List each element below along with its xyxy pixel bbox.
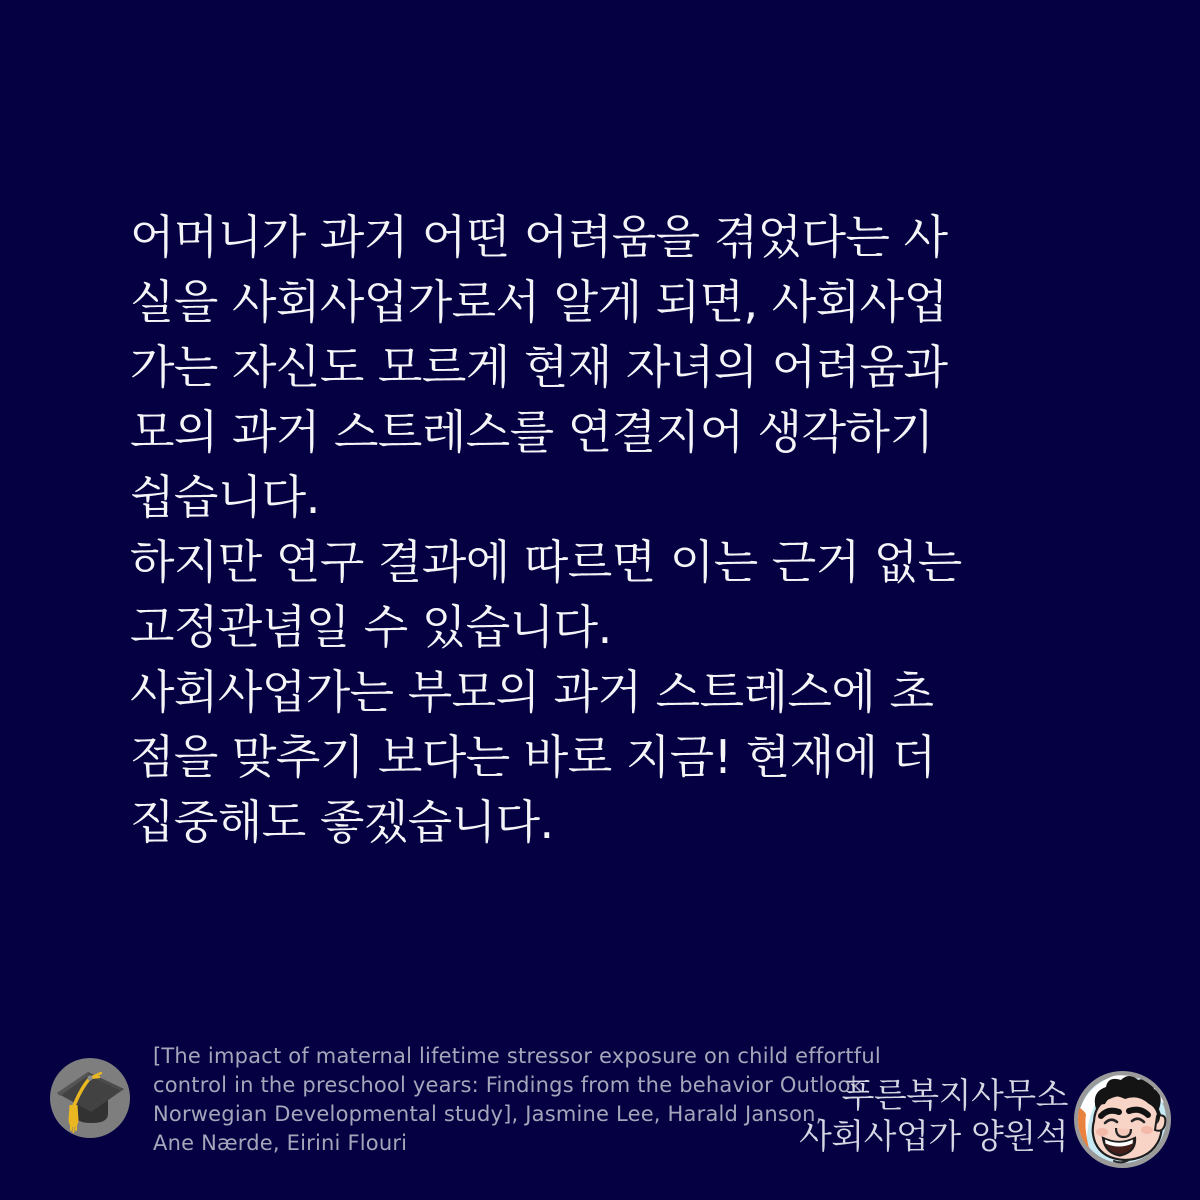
citation-line: [The impact of maternal lifetime stressor exposure on child effortful [153,1044,881,1068]
citation-line: Ane Nærde, Eirini Flouri [153,1131,408,1155]
body-text-line: 집중해도 좋겠습니다. [130,795,554,849]
body-text-line: 고정관념일 수 있습니다. [130,600,612,654]
laughing-man-avatar [1074,1071,1171,1168]
citation-line: Norwegian Developmental study], Jasmine Lee, Harald Janson, [153,1102,823,1126]
author-name: 사회사업가 양원석 [798,1117,1068,1157]
graduation-cap-icon [50,1058,130,1138]
body-text-line: 하지만 연구 결과에 따르면 이는 근거 없는 [130,535,962,589]
body-text-line: 어머니가 과거 어떤 어려움을 겪었다는 사 [130,210,948,264]
body-text-line: 사회사업가는 부모의 과거 스트레스에 초 [130,665,934,719]
footer [0,1020,1200,1200]
body-text-line: 쉽습니다. [130,470,320,524]
body-text-line: 가는 자신도 모르게 현재 자녀의 어려움과 [130,340,948,394]
org-name: 푸른복지사무소 [841,1076,1068,1116]
body-text-line: 모의 과거 스트레스를 연결지어 생각하기 [130,405,934,459]
signature-block [799,1076,1068,1158]
citation-text [153,1042,881,1158]
body-text-line: 점을 맞추기 보다는 바로 지금! 현재에 더 [130,730,936,784]
body-text-line: 실을 사회사업가로서 알게 되면, 사회사업 [130,275,948,329]
body-text [130,205,960,855]
citation-line: control in the preschool years: Findings from the behavior Outlook [153,1073,864,1097]
